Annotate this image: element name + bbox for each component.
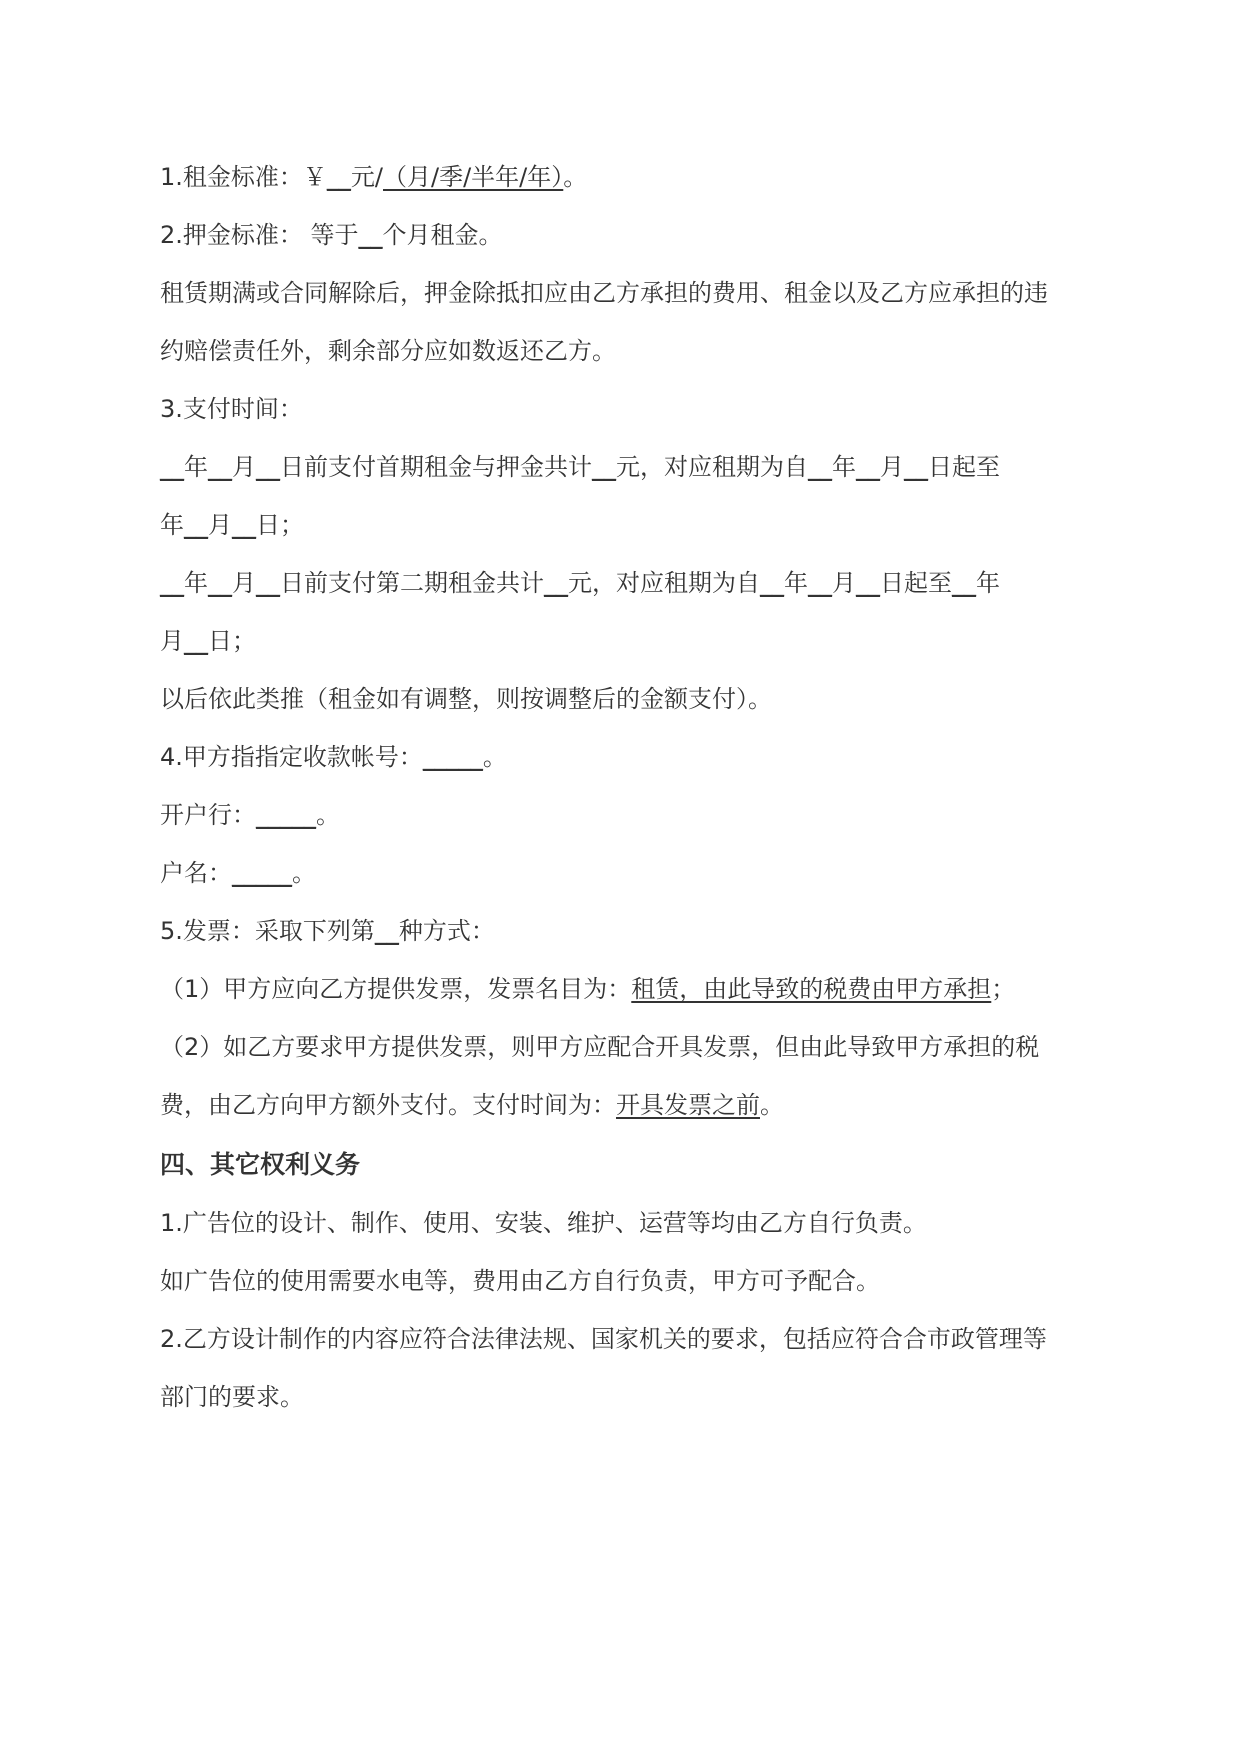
document-line [160, 799, 1080, 831]
document-line [160, 1323, 1080, 1355]
text-segment: 费，由乙方向甲方额外支付。支付时间为： [160, 1091, 616, 1119]
text-segment: 年 [784, 569, 808, 597]
text-segment: 3.支付时间： [160, 395, 303, 423]
text-segment: 年 [184, 453, 208, 481]
underlined-field: __ [592, 453, 616, 481]
text-segment: 月 [880, 453, 904, 481]
underlined-field: __ [358, 221, 383, 249]
underlined-field: 租赁，由此导致的税费由甲方承担 [631, 975, 992, 1003]
text-segment: （2）如乙方要求甲方提供发票，则甲方应配合开具发票，但由此导致甲方承担的税 [160, 1033, 1040, 1061]
text-segment: 年 [832, 453, 856, 481]
text-segment: 1.广告位的设计、制作、使用、安装、维护、运营等均由乙方自行负责。 [160, 1209, 927, 1237]
text-segment: 个月租金。 [382, 221, 503, 249]
underlined-field: _____ [256, 801, 316, 829]
document-line [160, 741, 1080, 773]
text-segment: 约赔偿责任外，剩余部分应如数返还乙方。 [160, 337, 616, 365]
text-segment: 部门的要求。 [160, 1383, 304, 1411]
text-segment: 日前支付首期租金与押金共计 [280, 453, 592, 481]
text-segment: 日起至 [880, 569, 952, 597]
document-line [160, 567, 1080, 599]
underlined-field: __ [904, 453, 928, 481]
underlined-field: __ [856, 569, 880, 597]
document-line [160, 1207, 1080, 1239]
text-segment: 2.押金标准： 等于 [160, 221, 359, 249]
underlined-field: __ [760, 569, 784, 597]
text-segment: 日； [208, 627, 256, 655]
text-segment: 月 [832, 569, 856, 597]
text-segment: 4.甲方指指定收款帐号： [160, 743, 423, 771]
text-segment: 5.发票：采取下列第 [160, 917, 375, 945]
underlined-field: __ [326, 163, 351, 191]
document-line [160, 857, 1080, 889]
underlined-field: __ [808, 569, 832, 597]
document-line [160, 1381, 1080, 1413]
underlined-field: __ [856, 453, 880, 481]
document-line [160, 509, 1080, 541]
text-segment: 元/ [350, 163, 383, 191]
text-segment: 2.乙方设计制作的内容应符合法律法规、国家机关的要求，包括应符合合市政管理等 [160, 1325, 1047, 1353]
text-segment: 。 [760, 1091, 784, 1119]
underlined-field: __ [544, 569, 568, 597]
text-segment: 租赁期满或合同解除后，押金除抵扣应由乙方承担的费用、租金以及乙方应承担的违 [160, 279, 1048, 307]
document-line [160, 335, 1080, 367]
text-segment: 元，对应租期为自 [616, 453, 808, 481]
text-segment: 以后依此类推（租金如有调整，则按调整后的金额支付）。 [160, 685, 772, 713]
document-line [160, 219, 1080, 251]
document-line [160, 393, 1080, 425]
underlined-field: __ [160, 569, 184, 597]
underlined-field: __ [208, 569, 232, 597]
text-segment: 种方式： [398, 917, 495, 945]
document-line [160, 277, 1080, 309]
text-segment: 。 [563, 163, 588, 191]
document-line [160, 973, 1080, 1005]
underlined-field: __ [184, 627, 208, 655]
document-line [160, 161, 1080, 193]
underlined-field: __ [256, 453, 280, 481]
document-line [160, 625, 1080, 657]
text-segment: 月 [208, 511, 232, 539]
text-segment: 年 [184, 569, 208, 597]
underlined-field: __ [256, 569, 280, 597]
text-segment: 开户行： [160, 801, 256, 829]
text-segment: 。 [482, 743, 507, 771]
section-heading [160, 1149, 1080, 1181]
underlined-field: __ [808, 453, 832, 481]
underlined-field: __ [208, 453, 232, 481]
underlined-field: __ [374, 917, 399, 945]
text-segment: 如广告位的使用需要水电等，费用由乙方自行负责，甲方可予配合。 [160, 1267, 880, 1295]
document-line [160, 1089, 1080, 1121]
text-segment: 户名： [160, 859, 232, 887]
document-line [160, 451, 1080, 483]
text-segment: 。 [316, 801, 340, 829]
text-segment: ； [991, 975, 1016, 1003]
document-line [160, 683, 1080, 715]
text-segment: 月 [232, 453, 256, 481]
underlined-field: __ [232, 511, 256, 539]
text-segment: 月 [232, 569, 256, 597]
text-segment: 。 [292, 859, 316, 887]
underlined-field: __ [160, 453, 184, 481]
text-segment: 年 [976, 569, 1000, 597]
text-segment: 年 [160, 511, 184, 539]
text-segment: 元，对应租期为自 [568, 569, 760, 597]
text-segment: 日前支付第二期租金共计 [280, 569, 544, 597]
text-segment: 日起至 [928, 453, 1000, 481]
underlined-field: __ [952, 569, 976, 597]
text-segment: 1.租金标准：￥ [160, 163, 327, 191]
underlined-field: __ [184, 511, 208, 539]
underlined-field: 开具发票之前 [616, 1091, 760, 1119]
text-segment: （1）甲方应向乙方提供发票，发票名目为： [160, 975, 632, 1003]
underlined-field: _____ [232, 859, 292, 887]
text-segment: 月 [160, 627, 184, 655]
text-segment: 日； [256, 511, 304, 539]
document-line [160, 915, 1080, 947]
document-line [160, 1031, 1080, 1063]
document-line [160, 1265, 1080, 1297]
underlined-field: _____ [422, 743, 483, 771]
underlined-field: （月/季/半年/年） [383, 163, 564, 191]
text-segment: 四、其它权利义务 [160, 1150, 361, 1179]
